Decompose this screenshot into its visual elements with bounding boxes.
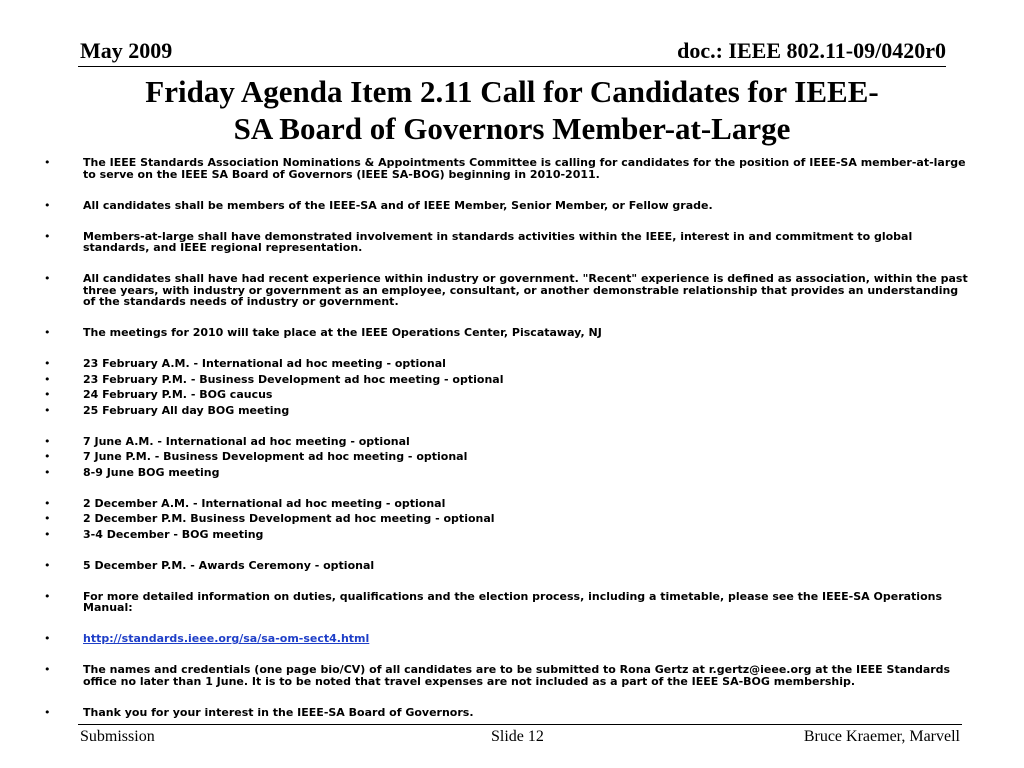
footer-divider [78, 724, 962, 725]
bullet-item [44, 358, 972, 370]
bullet-dot-icon: • [44, 403, 51, 417]
bullet-dot-icon: • [44, 434, 51, 448]
bullet-dot-icon: • [44, 705, 51, 719]
bullet-item [44, 451, 972, 463]
bullet-item [44, 200, 972, 212]
header-doc-id: doc.: IEEE 802.11-09/0420r0 [677, 38, 946, 63]
footer-slide-number: Slide 12 [491, 728, 544, 745]
bullet-dot-icon: • [44, 357, 51, 371]
bullet-item [44, 664, 972, 687]
bullet-item [44, 591, 972, 614]
bullet-text: 7 June P.M. - Business Development ad hoc meeting - optional [83, 450, 468, 464]
bullet-item [44, 157, 972, 180]
bullet-text: 5 December P.M. - Awards Ceremony - optional [83, 558, 375, 572]
header-date: May 2009 [80, 38, 173, 63]
bullet-dot-icon: • [44, 156, 51, 169]
bullet-item [44, 327, 972, 339]
bullet-item [44, 389, 972, 401]
slide-title [60, 73, 964, 147]
bullet-text: 7 June A.M. - International ad hoc meeting - optional [83, 434, 410, 448]
bullet-dot-icon: • [44, 326, 51, 340]
bullet-dot-icon: • [44, 198, 51, 212]
bullet-text: For more detailed information on duties, qualifications and the election process, including a timetable, please see the IEEE-SA Operations Manual: [83, 589, 943, 615]
bullet-text: 3-4 December - BOG meeting [83, 527, 264, 541]
bullet-item [44, 273, 972, 308]
bullet-item [44, 560, 972, 572]
header-divider [78, 66, 946, 67]
bullet-text: Members-at-large shall have demonstrated involvement in standards activities within the IEEE, interest in and commitment to global standards, and IEEE regional representation. [83, 229, 913, 255]
bullet-text: All candidates shall be members of the IEEE-SA and of IEEE Member, Senior Member, or Fellow grade. [83, 198, 713, 212]
bullet-text: The names and credentials (one page bio/CV) of all candidates are to be submitted to Rona Gertz at r.gertz@ieee.org at the IEEE Standards office no later than 1 June. It is to be noted that travel expenses are not included as a part of the IEEE SA-BOG membership. [83, 663, 951, 688]
bullet-text: 23 February A.M. - International ad hoc meeting - optional [83, 357, 446, 371]
bullet-item [44, 231, 972, 254]
bullet-dot-icon: • [44, 496, 51, 510]
bullet-dot-icon: • [44, 372, 51, 386]
bullet-dot-icon: • [44, 512, 51, 526]
bullet-item [44, 707, 972, 719]
bullet-dot-icon: • [44, 558, 51, 572]
bullet-text: 2 December P.M. Business Development ad hoc meeting - optional [83, 512, 495, 526]
bullet-item [44, 529, 972, 541]
bullet-item [44, 405, 972, 417]
bullet-text: 8-9 June BOG meeting [83, 465, 220, 479]
footer-author: Bruce Kraemer, Marvell [803, 728, 960, 745]
bullet-dot-icon: • [44, 663, 51, 677]
bullet-item [44, 374, 972, 386]
bullet-dot-icon: • [44, 632, 51, 646]
bullet-dot-icon: • [44, 465, 51, 479]
bullet-text: The IEEE Standards Association Nominations & Appointments Committee is calling for candidates for the position of IEEE-SA member-at-large to serve on the IEEE SA Board of Governors (IEEE SA-BOG) beginning in 2010-2011. [83, 156, 966, 181]
bullet-text: 23 February P.M. - Business Development ad hoc meeting - optional [83, 372, 504, 386]
bullet-item [44, 633, 972, 645]
bullet-text: 25 February All day BOG meeting [83, 403, 290, 417]
operations-manual-link[interactable]: http://standards.ieee.org/sa/sa-om-sect4.html [83, 632, 370, 646]
bullet-list [44, 157, 972, 718]
bullet-dot-icon: • [44, 388, 51, 402]
bullet-item [44, 436, 972, 448]
bullet-dot-icon: • [44, 229, 51, 243]
bullet-text: The meetings for 2010 will take place at the IEEE Operations Center, Piscataway, NJ [83, 326, 602, 340]
bullet-text: All candidates shall have had recent experience within industry or government. "Recent" experience is defined as association, within the past three years, with industry or government as an employee, consultant, or another demonstrable relationship that provides an understanding of the standards needs of industry or government. [83, 272, 968, 309]
bullet-item [44, 467, 972, 479]
footer-submission: Submission [80, 728, 155, 745]
bullet-dot-icon: • [44, 272, 51, 286]
slide-title-line-2: SA Board of Governors Member-at-Large [233, 111, 791, 146]
bullet-dot-icon: • [44, 527, 51, 541]
bullet-text: 24 February P.M. - BOG caucus [83, 388, 273, 402]
bullet-text: 2 December A.M. - International ad hoc meeting - optional [83, 496, 446, 510]
bullet-text: Thank you for your interest in the IEEE-SA Board of Governors. [83, 705, 474, 719]
slide-title-line-1: Friday Agenda Item 2.11 Call for Candidates for IEEE- [145, 74, 879, 109]
bullet-dot-icon: • [44, 450, 51, 464]
bullet-item [44, 513, 972, 525]
bullet-item [44, 498, 972, 510]
bullet-dot-icon: • [44, 589, 51, 603]
